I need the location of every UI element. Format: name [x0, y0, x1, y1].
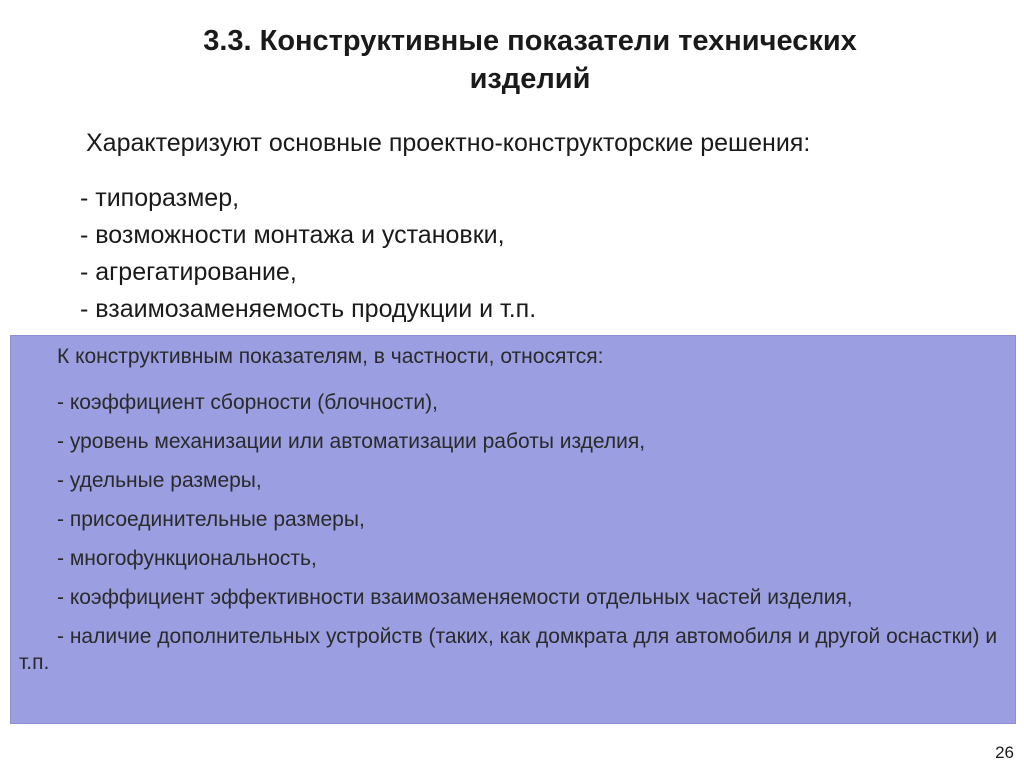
slide-title: [0, 22, 1024, 98]
intro-text: Характеризуют основные проектно-конструкторские решения:: [86, 129, 811, 157]
slide-title-line-1: 3.3. Конструктивные показатели технических: [203, 25, 857, 57]
list-item: - наличие дополнительных устройств (таких, как домкрата для автомобиля и другой оснастки) и т.п.: [19, 625, 998, 674]
list-item: - типоразмер,: [80, 184, 240, 212]
design-solutions-list: [80, 180, 536, 328]
list-item: - присоединительные размеры,: [57, 508, 365, 531]
list-item: - возможности монтажа и установки,: [80, 221, 505, 249]
indicators-box: [10, 335, 1016, 724]
list-item: - уровень механизации или автоматизации работы изделия,: [57, 430, 646, 453]
list-item: - взаимозаменяемость продукции и т.п.: [80, 295, 537, 323]
list-item: - коэффициент сборности (блочности),: [57, 391, 438, 414]
list-item: - коэффициент эффективности взаимозаменяемости отдельных частей изделия,: [57, 586, 853, 609]
list-item: - удельные размеры,: [57, 469, 262, 492]
page-number: 26: [995, 743, 1014, 762]
list-item: - многофункциональность,: [57, 547, 317, 570]
list-item: - агрегатирование,: [80, 258, 297, 286]
indicators-list: [11, 390, 1001, 689]
indicators-heading: К конструктивным показателям, в частности, относятся:: [57, 345, 604, 368]
slide-title-line-2: изделий: [469, 63, 591, 95]
